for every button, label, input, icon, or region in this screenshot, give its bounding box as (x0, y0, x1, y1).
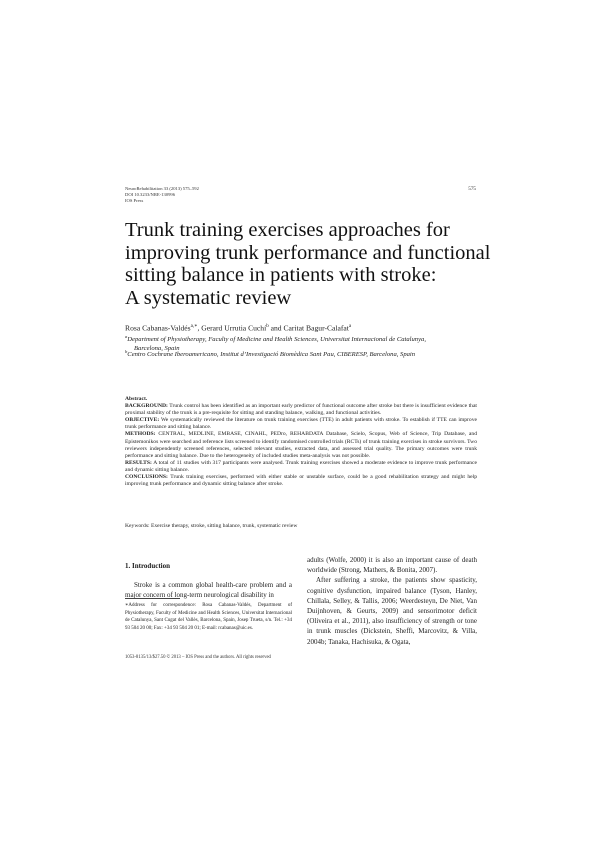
page-number: 575 (468, 186, 476, 192)
footnote-rule (125, 598, 180, 599)
author-list (125, 322, 351, 334)
section-text: A total of 11 studies with 317 participants were analysed. Trunk training exercises showed a moderate evidence to improve trunk performance and dynamic sitting balance. (125, 459, 477, 473)
abstract-conclusions (125, 474, 477, 488)
journal-info (125, 186, 199, 204)
section-label: CONCLUSIONS: (125, 474, 168, 481)
title-line: improving trunk performance and functional (125, 241, 491, 264)
title-line: A systematic review (125, 286, 292, 309)
abstract-results (125, 460, 477, 474)
section-text: We systematically reviewed the literature on trunk training exercises (TTE) in adult patients with stroke. To establish if TTE can improve trunk performance and sitting balance. (125, 417, 477, 431)
right-column (307, 555, 477, 647)
author-name: Rosa Cabanas-Valdés (125, 323, 191, 333)
abstract-background (125, 403, 477, 417)
section-label: METHODS: (125, 431, 156, 438)
paragraph: Stroke is a common global health-care problem and a major concern of long-term neurological disability in (125, 581, 292, 600)
copyright-line: 1053-8135/13/$27.50 © 2013 – IOS Press and the authors. All rights reserved (125, 655, 271, 660)
abstract-objective (125, 417, 477, 431)
title-line: sitting balance in patients with stroke: (125, 264, 437, 286)
section-text: Trunk control has been identified as an important early predictor of functional outcome after stroke but there is insufficient evidence that proximal stability of the trunk is a pre-requisite for sitting and standing balance, walking, and functional activities. (125, 403, 477, 417)
section-label: OBJECTIVE: (125, 417, 160, 424)
section-text: CENTRAL, MEDLINE, EMBASE, CINAHL, PEDro, REHABDATA Database, Scielo, Scopus, Web of Science, Trip Database, and Epistemonikos were searched and reference lists screened to identify randomised controlled trials (RCTs) of trunk training exercises in stroke survivors. Two reviewers independently screened references, selected relevant studies, extracted data, and assessed trial quality. The primary outcomes were trunk performance and sitting balance. Due to the heterogeneity of included studies meta-analysis was not possible. (125, 431, 477, 459)
author-sup: a,∗ (190, 324, 198, 329)
abstract-heading: Abstract. (125, 396, 148, 402)
abstract-methods (125, 431, 477, 459)
section-label: BACKGROUND: (125, 403, 168, 410)
author-sup: a (348, 324, 352, 329)
abstract (125, 396, 477, 488)
section-text: Trunk training exercises, performed with either stable or unstable surface, could be a good rehabilitation strategy and might help improving trunk performance and dynamic sitting balance after stroke. (125, 474, 477, 488)
publisher: IOS Press (125, 198, 144, 203)
author-name: , Gerard Urrutia Cuchí (197, 323, 267, 333)
affiliation-text: Department of Physiotherapy, Faculty of Medicine and Health Sciences, Universitat Internacional de Catalunya, (127, 336, 426, 344)
keywords: Keywords: Exercise therapy, stroke, sitting balance, trunk, systematic review (125, 523, 298, 529)
affiliation-mark: a (125, 334, 128, 339)
paper-title (125, 219, 491, 309)
affiliation-mark: b (125, 349, 128, 354)
correspondence-footnote: ∗Address for correspondence: Rosa Cabanas-Valdés, Department of Physiotherapy, Faculty of Medicine and Health Sciences, Universitat Internacional de Catalunya, Sant Cugat del Vallès, Barcelona, Spain, Josep Trueta, s/n. Tel.: +34 93 504 20 00; Fax: +34 93 504 20 01; E-mail: rcabanas@uic.es. (125, 603, 292, 631)
section-label: RESULTS: (125, 459, 152, 466)
affiliation-b (125, 348, 477, 360)
affiliation-text: Barcelona, Spain (134, 344, 180, 352)
doi: DOI 10.3233/NRE-130996 (125, 192, 176, 197)
author-name: and Caritat Bagur-Calafat (268, 323, 349, 333)
paragraph: adults (Wolfe, 2000) it is also an important cause of death worldwide (Strong, Mathers, & Bonita, 2007). (307, 556, 477, 575)
title-line: Trunk training exercises approaches for (125, 219, 450, 241)
section-heading: 1. Introduction (125, 562, 170, 570)
journal-citation: NeuroRehabilitation 33 (2013) 575–592 (125, 186, 199, 191)
author-sup: b (266, 324, 269, 329)
affiliation-text: Centro Cochrane Iberoamericano, Institut d’Investigació Biomèdica Sant Pau, CIBERESP, Barcelona, Spain (127, 351, 416, 359)
paragraph: After suffering a stroke, the patients show spasticity, cognitive dysfunction, impaired balance (Tyson, Hanley, Chillala, Selley, & Tallis, 2006; Weerdesteyn, De Niet, Van Duijnhoven, & Geurts, 2009) and sensorimotor deficit (Oliveira et al., 2011), also insufficiency of strength or tone in trunk muscles (Dickstein, Sheffi, Marcovitz, & Villa, 2004b; Tanaka, Hachisuka, & Ogata, (307, 576, 477, 646)
